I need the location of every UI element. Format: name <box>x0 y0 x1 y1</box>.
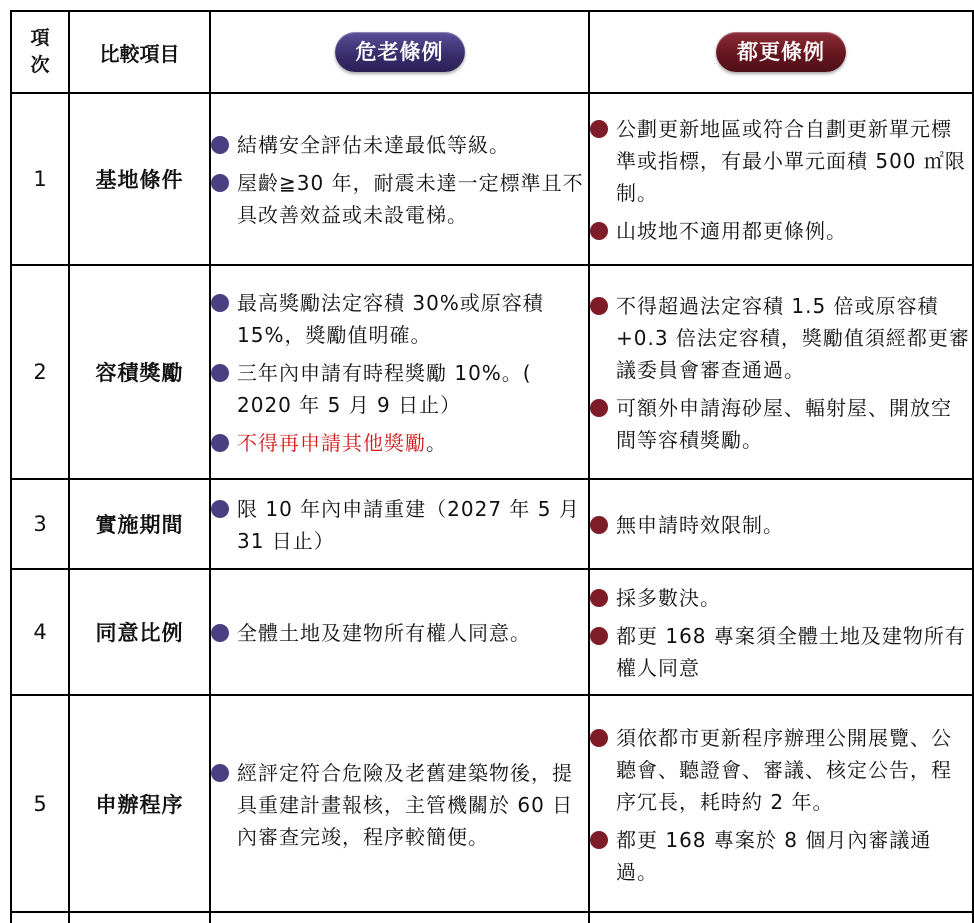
bullet-dot-icon <box>590 297 608 315</box>
header-col-a <box>210 11 589 93</box>
bullet-dot-icon <box>211 174 229 192</box>
table-row-partial <box>11 912 973 923</box>
bullet-item <box>211 427 588 459</box>
row-item <box>69 912 210 923</box>
bullet-dot-icon <box>590 589 608 607</box>
bullet-item <box>211 617 588 649</box>
bullet-dot-icon <box>590 729 608 747</box>
col-a-cell <box>210 479 589 569</box>
bullet-text-suffix: 。 <box>426 431 447 455</box>
bullet-text: 無申請時效限制。 <box>616 513 784 537</box>
bullet-dot-icon <box>211 364 229 382</box>
header-col-b-label: 都更條例 <box>716 32 846 72</box>
row-no: 1 <box>11 93 69 265</box>
col-a-cell <box>210 695 589 912</box>
bullet-item <box>590 722 972 818</box>
bullet-item <box>211 287 588 351</box>
bullet-item <box>590 509 972 541</box>
table-row <box>11 93 973 265</box>
row-item: 同意比例 <box>69 569 210 695</box>
row-item: 基地條件 <box>69 93 210 265</box>
bullet-text: 限 10 年內申請重建（2027 年 5 月 31 日止） <box>237 497 580 553</box>
col-b-cell <box>589 93 973 265</box>
bullet-text: 屋齡≧30 年，耐震未達一定標準且不具改善效益或未設電梯。 <box>237 171 584 227</box>
col-a-cell <box>210 265 589 479</box>
bullet-text-highlight: 不得再申請其他獎勵 <box>237 431 426 455</box>
row-no: 2 <box>11 265 69 479</box>
bullet-item <box>211 357 588 421</box>
header-no-line2: 次 <box>30 54 50 76</box>
bullet-text: 結構安全評估未達最低等級。 <box>237 133 510 157</box>
bullet-dot-icon <box>590 222 608 240</box>
bullet-text: 全體土地及建物所有權人同意。 <box>237 621 531 645</box>
col-a-cell <box>210 912 589 923</box>
bullet-dot-icon <box>211 294 229 312</box>
col-a-cell <box>210 93 589 265</box>
bullet-dot-icon <box>590 831 608 849</box>
bullet-item <box>211 167 588 231</box>
bullet-item <box>590 620 972 684</box>
header-no <box>11 11 69 93</box>
table-row <box>11 569 973 695</box>
table-row <box>11 695 973 912</box>
comparison-table <box>10 10 974 923</box>
bullet-dot-icon <box>590 399 608 417</box>
col-b-cell <box>589 695 973 912</box>
bullet-text: 採多數決。 <box>616 586 721 610</box>
row-item: 容積獎勵 <box>69 265 210 479</box>
bullet-text: 須依都市更新程序辦理公開展覽、公聽會、聽證會、審議、核定公告，程序冗長，耗時約 2 年。 <box>616 725 952 814</box>
bullet-text: 最高獎勵法定容積 30%或原容積 15%，獎勵值明確。 <box>237 291 544 347</box>
bullet-text: 可額外申請海砂屋、輻射屋、開放空間等容積獎勵。 <box>616 396 952 452</box>
bullet-text: 經評定符合危險及老舊建築物後，提具重建計畫報核，主管機關於 60 日內審查完竣，程序較簡便。 <box>237 760 574 849</box>
header-row <box>11 11 973 93</box>
bullet-item <box>590 290 972 386</box>
row-item: 實施期間 <box>69 479 210 569</box>
bullet-item <box>211 493 588 557</box>
col-b-cell <box>589 479 973 569</box>
table-row <box>11 479 973 569</box>
bullet-item <box>590 113 972 209</box>
bullet-dot-icon <box>211 624 229 642</box>
bullet-dot-icon <box>211 500 229 518</box>
header-no-line1: 項 <box>30 27 50 49</box>
bullet-item <box>211 129 588 161</box>
bullet-dot-icon <box>590 627 608 645</box>
row-no: 3 <box>11 479 69 569</box>
bullet-text: 都更 168 專案於 8 個月內審議通過。 <box>616 827 932 884</box>
bullet-dot-icon <box>590 120 608 138</box>
bullet-dot-icon <box>211 136 229 154</box>
header-item: 比較項目 <box>69 11 210 93</box>
bullet-text: 三年內申請有時程獎勵 10%。( 2020 年 5 月 9 日止） <box>237 361 532 417</box>
bullet-dot-icon <box>211 764 229 782</box>
header-col-a-label: 危老條例 <box>335 32 465 72</box>
bullet-text: 不得超過法定容積 1.5 倍或原容積+0.3 倍法定容積，獎勵值須經都更審議委員會審查通過。 <box>616 294 970 382</box>
col-b-cell <box>589 569 973 695</box>
bullet-item <box>590 392 972 456</box>
row-no <box>11 912 69 923</box>
bullet-dot-icon <box>211 434 229 452</box>
table-row <box>11 265 973 479</box>
row-no: 4 <box>11 569 69 695</box>
bullet-item <box>590 824 972 888</box>
bullet-text: 山坡地不適用都更條例。 <box>616 219 847 243</box>
bullet-dot-icon <box>590 516 608 534</box>
row-item: 申辦程序 <box>69 695 210 912</box>
bullet-item <box>590 582 972 614</box>
row-no: 5 <box>11 695 69 912</box>
bullet-text: 公劃更新地區或符合自劃更新單元標準或指標，有最小單元面積 500 ㎡限制。 <box>616 117 966 205</box>
bullet-item <box>590 215 972 247</box>
bullet-text: 都更 168 專案須全體土地及建物所有權人同意 <box>616 624 966 680</box>
bullet-item <box>211 757 588 853</box>
header-col-b <box>589 11 973 93</box>
col-a-cell <box>210 569 589 695</box>
col-b-cell <box>589 265 973 479</box>
col-b-cell <box>589 912 973 923</box>
